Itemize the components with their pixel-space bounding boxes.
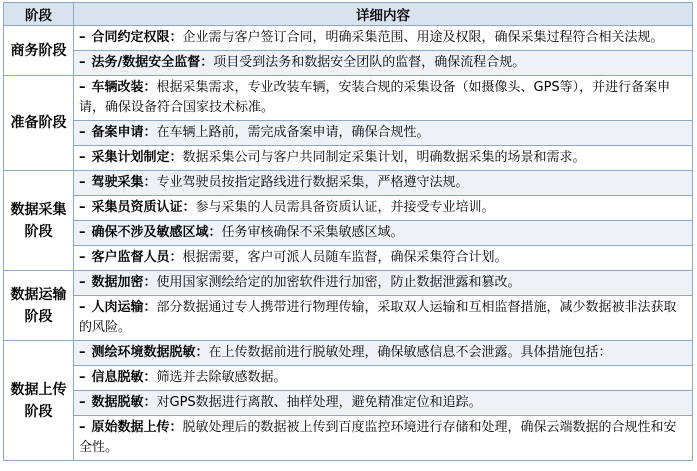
bullet-dash: –	[79, 300, 86, 315]
table-row	[4, 296, 693, 341]
table-row	[4, 121, 693, 146]
detail-text: 在上传数据前进行脱敏处理，确保敏感信息不会泄露。具体措施包括：	[208, 345, 612, 360]
detail-cell	[74, 341, 693, 366]
process-table	[3, 2, 693, 461]
bullet-dash: –	[79, 150, 86, 165]
table-row	[4, 146, 693, 171]
bullet-dash: –	[79, 55, 86, 70]
detail-cell	[74, 366, 693, 391]
table-row	[4, 341, 693, 366]
bullet-dash: –	[79, 80, 86, 95]
detail-text: 筛选并去除敏感数据。	[156, 370, 287, 385]
table-row	[4, 196, 693, 221]
bullet-dash: –	[79, 250, 86, 265]
detail-term: 车辆改装：	[91, 80, 157, 95]
detail-term: 原始数据上传：	[91, 420, 183, 435]
detail-text: 参与采集的人员需具备资质认证，并接受专业培训。	[195, 200, 495, 215]
table-row	[4, 221, 693, 246]
table-row	[4, 416, 693, 461]
detail-term: 确保不涉及敏感区域：	[91, 225, 222, 240]
detail-text: 根据需要，客户可派人员随车监督，确保采集符合计划。	[182, 250, 508, 265]
detail-cell	[74, 246, 693, 271]
bullet-dash: –	[79, 200, 86, 215]
table-row	[4, 51, 693, 76]
bullet-dash: –	[79, 275, 86, 290]
bullet-dash: –	[79, 175, 86, 190]
table-row	[4, 366, 693, 391]
bullet-dash: –	[79, 370, 86, 385]
detail-cell	[74, 121, 693, 146]
stage-cell: 准备阶段	[4, 76, 74, 171]
detail-cell	[74, 416, 693, 461]
header-detail: 详细内容	[74, 3, 693, 26]
detail-cell	[74, 196, 693, 221]
detail-cell	[74, 146, 693, 171]
detail-term: 采集员资质认证：	[91, 200, 196, 215]
detail-term: 数据脱敏：	[91, 395, 157, 410]
detail-text: 专业驾驶员按指定路线进行数据采集，严格遵守法规。	[156, 175, 469, 190]
detail-text: 脱敏处理后的数据被上传到百度监控环境进行存储和处理，确保云端数据的合规性和安全性。	[79, 420, 677, 455]
detail-term: 人肉运输：	[91, 300, 157, 315]
bullet-dash: –	[79, 125, 86, 140]
bullet-dash: –	[79, 225, 86, 240]
detail-term: 法务/数据安全监督：	[91, 55, 214, 70]
detail-term: 合同约定权限：	[91, 30, 183, 45]
detail-text: 企业需与客户签订合同，明确采集范围、用途及权限，确保采集过程符合相关法规。	[182, 30, 664, 45]
detail-text: 数据采集公司与客户共同制定采集计划，明确数据采集的场景和需求。	[182, 150, 586, 165]
detail-text: 使用国家测绘给定的加密软件进行加密，防止数据泄露和篡改。	[156, 275, 521, 290]
table-row	[4, 391, 693, 416]
stage-cell: 数据上传阶段	[4, 341, 74, 461]
detail-cell	[74, 51, 693, 76]
detail-text: 在车辆上路前，需完成备案申请，确保合规性。	[156, 125, 430, 140]
detail-text: 对GPS数据进行离散、抽样处理，避免精准定位和追踪。	[156, 395, 482, 410]
detail-term: 客户监督人员：	[91, 250, 183, 265]
detail-cell	[74, 296, 693, 341]
table-row	[4, 26, 693, 51]
header-stage: 阶段	[4, 3, 74, 26]
detail-term: 采集计划制定：	[91, 150, 183, 165]
stage-cell: 数据运输阶段	[4, 271, 74, 341]
bullet-dash: –	[79, 345, 86, 360]
bullet-dash: –	[79, 420, 86, 435]
detail-cell	[74, 271, 693, 296]
stage-cell: 数据采集阶段	[4, 171, 74, 271]
detail-cell	[74, 26, 693, 51]
detail-text: 根据采集需求，专业改装车辆，安装合规的采集设备（如摄像头、GPS等），并进行备案申请，确保设备符合国家技术标准。	[79, 80, 671, 115]
table-row	[4, 271, 693, 296]
detail-term: 数据加密：	[91, 275, 157, 290]
table-row	[4, 246, 693, 271]
detail-term: 测绘环境数据脱敏：	[91, 345, 209, 360]
bullet-dash: –	[79, 30, 86, 45]
detail-cell	[74, 391, 693, 416]
process-table-container	[3, 2, 693, 461]
detail-text: 项目受到法务和数据安全团队的监督，确保流程合规。	[213, 55, 526, 70]
table-header-row	[4, 3, 693, 26]
detail-text: 任务审核确保不采集敏感区域。	[221, 225, 404, 240]
detail-cell	[74, 171, 693, 196]
detail-cell	[74, 76, 693, 121]
detail-term: 备案申请：	[91, 125, 157, 140]
detail-text: 部分数据通过专人携带进行物理传输，采取双人运输和互相监督措施，减少数据被非法获取的风险。	[79, 300, 677, 335]
table-row	[4, 76, 693, 121]
table-row	[4, 171, 693, 196]
detail-term: 驾驶采集：	[91, 175, 157, 190]
table-body	[4, 26, 693, 461]
detail-cell	[74, 221, 693, 246]
bullet-dash: –	[79, 395, 86, 410]
stage-cell: 商务阶段	[4, 26, 74, 76]
detail-term: 信息脱敏：	[91, 370, 157, 385]
